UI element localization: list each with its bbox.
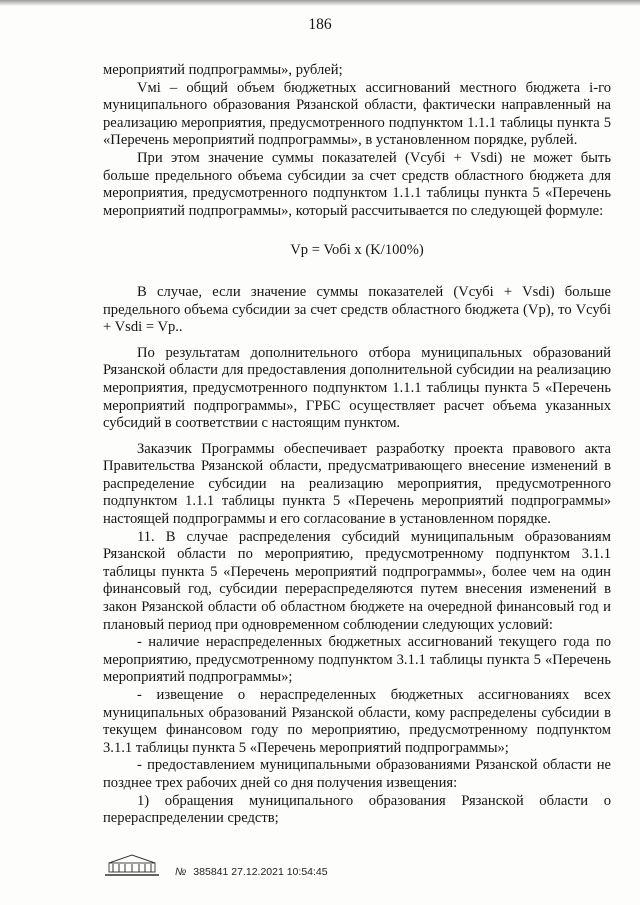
- paragraph: 11. В случае распределения субсидий муниципальным образованиям Рязанской области по мероприятию, предусмотренному подпунктом 3.1.1 таблицы пункта 5 «Перечень мероприятий подпрограммы», более чем на один финансовый год, субсидии перераспределяются путем внесения изменений в закон Рязанской области об областном бюджете на очередной финансовый год и плановый период при одновременном соблюдении следующих условий:: [103, 528, 611, 633]
- footer: [103, 853, 611, 893]
- paragraph: мероприятий подпрограммы», рублей;: [103, 62, 343, 78]
- document-id: [175, 866, 328, 878]
- registration-stamp: 385841 27.12.2021 10:54:45: [193, 866, 328, 878]
- list-item: - извещение о нераспределенных бюджетных ассигнованиях всех муниципальных образований Рязанской области, кому распределены субсидии в текущем финансовом году по мероприятию, предусмотренному подпунктом 3.1.1 таблицы пункта 5 «Перечень мероприятий подпрограммы»;: [103, 687, 611, 756]
- paragraph: По результатам дополнительного отбора муниципальных образований Рязанской области для предоставления дополнительной субсидии на реализацию мероприятия, предусмотренного подпунктом 1.1.1 таблицы пункта 5 «Перечень мероприятий подпрограммы», ГРБС осуществляет расчет объема указанных субсидий в соответствии с настоящим пунктом.: [103, 344, 611, 432]
- paragraph: В случае, если значение суммы показателей (Vсубi + Vsdi) больше предельного объема субсидии за счет средств областного бюджета (Vp), то Vсубi + Vsdi = Vp..: [103, 283, 611, 336]
- document-body: [103, 62, 611, 828]
- list-item: 1) обращения муниципального образования Рязанской области о перераспределении средств;: [103, 792, 611, 827]
- scan-top-edge: [0, 0, 640, 6]
- paragraph: Заказчик Программы обеспечивает разработку проекта правового акта Правительства Рязанской области, предусматривающего внесение изменений в распределение субсидии на реализацию мероприятия, предусмотренного подпунктом 1.1.1 таблицы пункта 5 «Перечень мероприятий подпрограммы» настоящей подпрограммы и его согласование в установленном порядке.: [103, 440, 611, 528]
- number-sign: №: [175, 866, 187, 878]
- registry-stamp-icon: [103, 853, 161, 877]
- formula: Vp = Voбi x (K/100%): [290, 242, 424, 259]
- paragraph: Vмi – общий объем бюджетных ассигнований местного бюджета i-го муниципального образования Рязанской области, фактически направленный на реализацию мероприятия, предусмотренного подпунктом 1.1.1 таблицы пункта 5 «Перечень мероприятий подпрограммы», в установленном порядке, рублей.: [103, 79, 611, 149]
- paragraph: При этом значение суммы показателей (Vсубi + Vsdi) не может быть больше предельного объема субсидии за счет средств областного бюджета для мероприятия, предусмотренного подпунктом 1.1.1 таблицы пункта 5 «Перечень мероприятий подпрограммы», который рассчитывается по следующей формуле:: [103, 149, 611, 219]
- list-item: - предоставлением муниципальными образованиями Рязанской области не позднее трех рабочих дней со дня получения извещения:: [103, 757, 611, 791]
- page-number: 186: [308, 16, 332, 33]
- list-item: - наличие нераспределенных бюджетных ассигнований текущего года по мероприятию, предусмотренному подпунктом 3.1.1 таблицы пункта 5 «Перечень мероприятий подпрограммы»;: [103, 634, 611, 686]
